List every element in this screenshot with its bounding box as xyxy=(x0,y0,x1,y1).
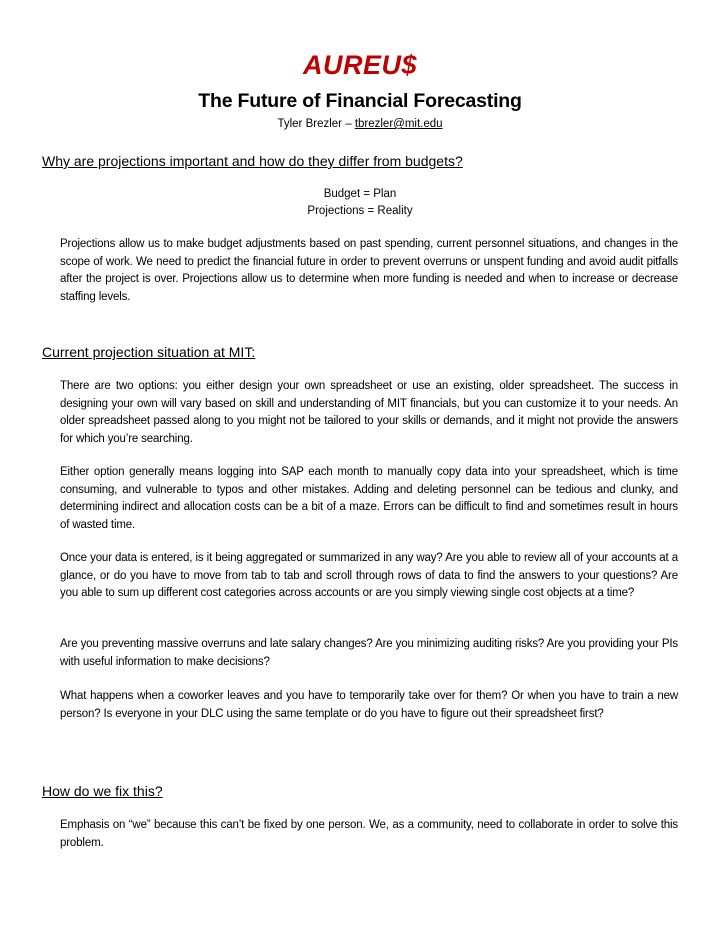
byline-separator: – xyxy=(345,118,352,130)
paragraph: Either option generally means logging into SAP each month to manually copy data into your spreadsheet, which is time consuming, and vulnerable to typos and other mistakes. Adding and deleting personnel can be tedious and clunky, and determining indirect and allocation costs can be a bit of a maze. Errors can be difficult to find and sometimes result in hours of wasted time. xyxy=(60,466,678,531)
author-name: Tyler Brezler xyxy=(277,118,342,130)
paragraph: Projections allow us to make budget adjustments based on past spending, current personnel situations, and changes in the scope of work. We need to predict the financial future in order to prevent overruns or unspent funding and avoid audit pitfalls after the project is over. Projections allow us to determine when more funding is needed and when to increase or decrease staffing levels. xyxy=(60,238,678,303)
paragraph: Emphasis on “we” because this can’t be fixed by one person. We, as a community, need to collaborate in order to solve this problem. xyxy=(60,819,678,849)
section-heading-how-to-fix: How do we fix this? xyxy=(42,783,163,799)
section-heading-current-situation: Current projection situation at MIT: xyxy=(42,344,256,360)
paragraph: Are you preventing massive overruns and late salary changes? Are you minimizing auditing risks? Are you providing your PIs with useful information to make decisions? xyxy=(60,638,678,668)
paragraph: What happens when a coworker leaves and you have to temporarily take over for them? Or when you have to train a new person? Is everyone in your DLC using the same template or do you have to figure out their spreadsheet first? xyxy=(60,690,678,720)
document-title: The Future of Financial Forecasting xyxy=(198,90,522,112)
definition-budget: Budget = Plan xyxy=(323,188,397,200)
paragraph: Once your data is entered, is it being aggregated or summarized in any way? Are you able to review all of your accounts at a glance, or do you have to move from tab to tab and scroll through rows of data to find the answers to your questions? Are you able to sum up different cost categories across accounts or are you simply viewing single cost objects at a time? xyxy=(60,552,678,600)
brand-logo-text: AUREU$ xyxy=(302,50,418,80)
paragraph: There are two options: you either design your own spreadsheet or use an existing, older spreadsheet. The success in designing your own will vary based on skill and understanding of MIT financials, but you can customize it to your needs. An older spreadsheet passed along to you might not be tailored to your skills or demands, and it might not provide the answers for which you’re searching. xyxy=(60,380,678,445)
definition-projections: Projections = Reality xyxy=(307,205,413,217)
section-heading-why-projections: Why are projections important and how do they differ from budgets? xyxy=(42,153,463,169)
byline xyxy=(0,117,720,131)
author-email-link[interactable]: tbrezler@mit.edu xyxy=(354,118,443,130)
